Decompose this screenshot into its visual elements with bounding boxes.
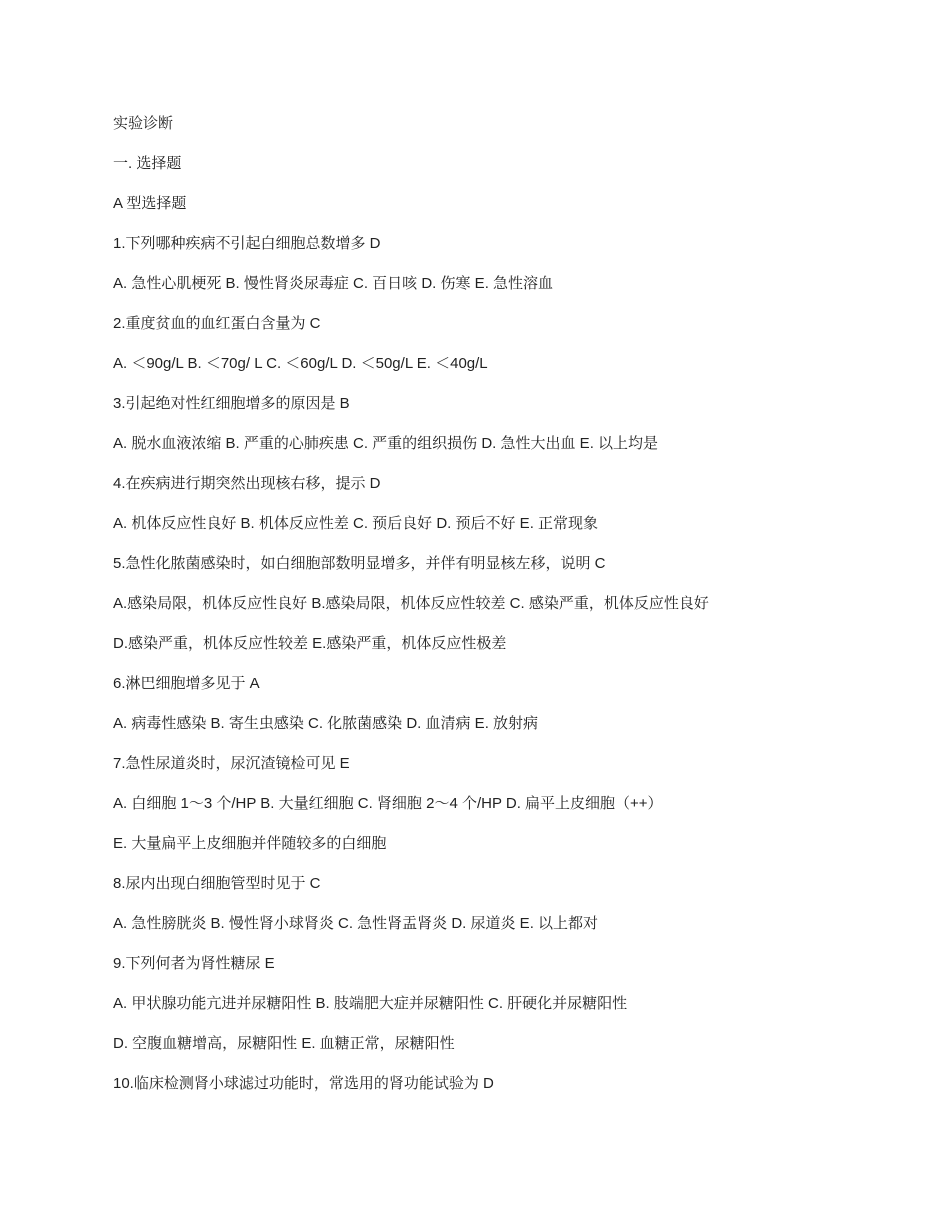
question-1-options: A. 急性心肌梗死 B. 慢性肾炎尿毒症 C. 百日咳 D. 伤寒 E. 急性溶血 [113,275,554,292]
question-10: 10.临床检测肾小球滤过功能时，常选用的肾功能试验为 D [113,1075,494,1092]
question-9-options-line-2: D. 空腹血糖增高，尿糖阳性 E. 血糖正常，尿糖阳性 [113,1035,455,1052]
question-1: 1.下列哪种疾病不引起白细胞总数增多 D [113,235,381,252]
question-5-options-line-1: A.感染局限，机体反应性良好 B.感染局限，机体反应性较差 C. 感染严重，机体反应性良好 [113,595,709,612]
question-2: 2.重度贫血的血红蛋白含量为 C [113,315,321,332]
question-3: 3.引起绝对性红细胞增多的原因是 B [113,395,350,412]
question-6-options: A. 病毒性感染 B. 寄生虫感染 C. 化脓菌感染 D. 血清病 E. 放射病 [113,715,539,732]
question-7: 7.急性尿道炎时，尿沉渣镜检可见 E [113,755,350,772]
document-body [113,111,873,1111]
subsection-heading: A 型选择题 [113,195,187,212]
question-2-options: A. ＜90g/L B. ＜70g/ L C. ＜60g/L D. ＜50g/L E. ＜40g/L [113,355,488,372]
question-8: 8.尿内出现白细胞管型时见于 C [113,875,321,892]
document-title: 实验诊断 [113,115,174,132]
question-9-options-line-1: A. 甲状腺功能亢进并尿糖阳性 B. 肢端肥大症并尿糖阳性 C. 肝硬化并尿糖阳性 [113,995,628,1012]
question-9: 9.下列何者为肾性糖尿 E [113,955,275,972]
section-heading: 一. 选择题 [113,155,182,172]
question-5-options-line-2: D.感染严重，机体反应性较差 E.感染严重，机体反应性极差 [113,635,507,652]
question-7-options-line-1: A. 白细胞 1～3 个/HP B. 大量红细胞 C. 肾细胞 2～4 个/HP D. 扁平上皮细胞（++） [113,795,663,812]
question-8-options: A. 急性膀胱炎 B. 慢性肾小球肾炎 C. 急性肾盂肾炎 D. 尿道炎 E. 以上都对 [113,915,599,932]
question-3-options: A. 脱水血液浓缩 B. 严重的心肺疾患 C. 严重的组织损伤 D. 急性大出血 E. 以上均是 [113,435,659,452]
question-7-options-line-2: E. 大量扁平上皮细胞并伴随较多的白细胞 [113,835,387,852]
question-4-options: A. 机体反应性良好 B. 机体反应性差 C. 预后良好 D. 预后不好 E. 正常现象 [113,515,599,532]
question-5: 5.急性化脓菌感染时，如白细胞部数明显增多，并伴有明显核左移，说明 C [113,555,606,572]
question-4: 4.在疾病进行期突然出现核右移，提示 D [113,475,381,492]
question-6: 6.淋巴细胞增多见于 A [113,675,260,692]
